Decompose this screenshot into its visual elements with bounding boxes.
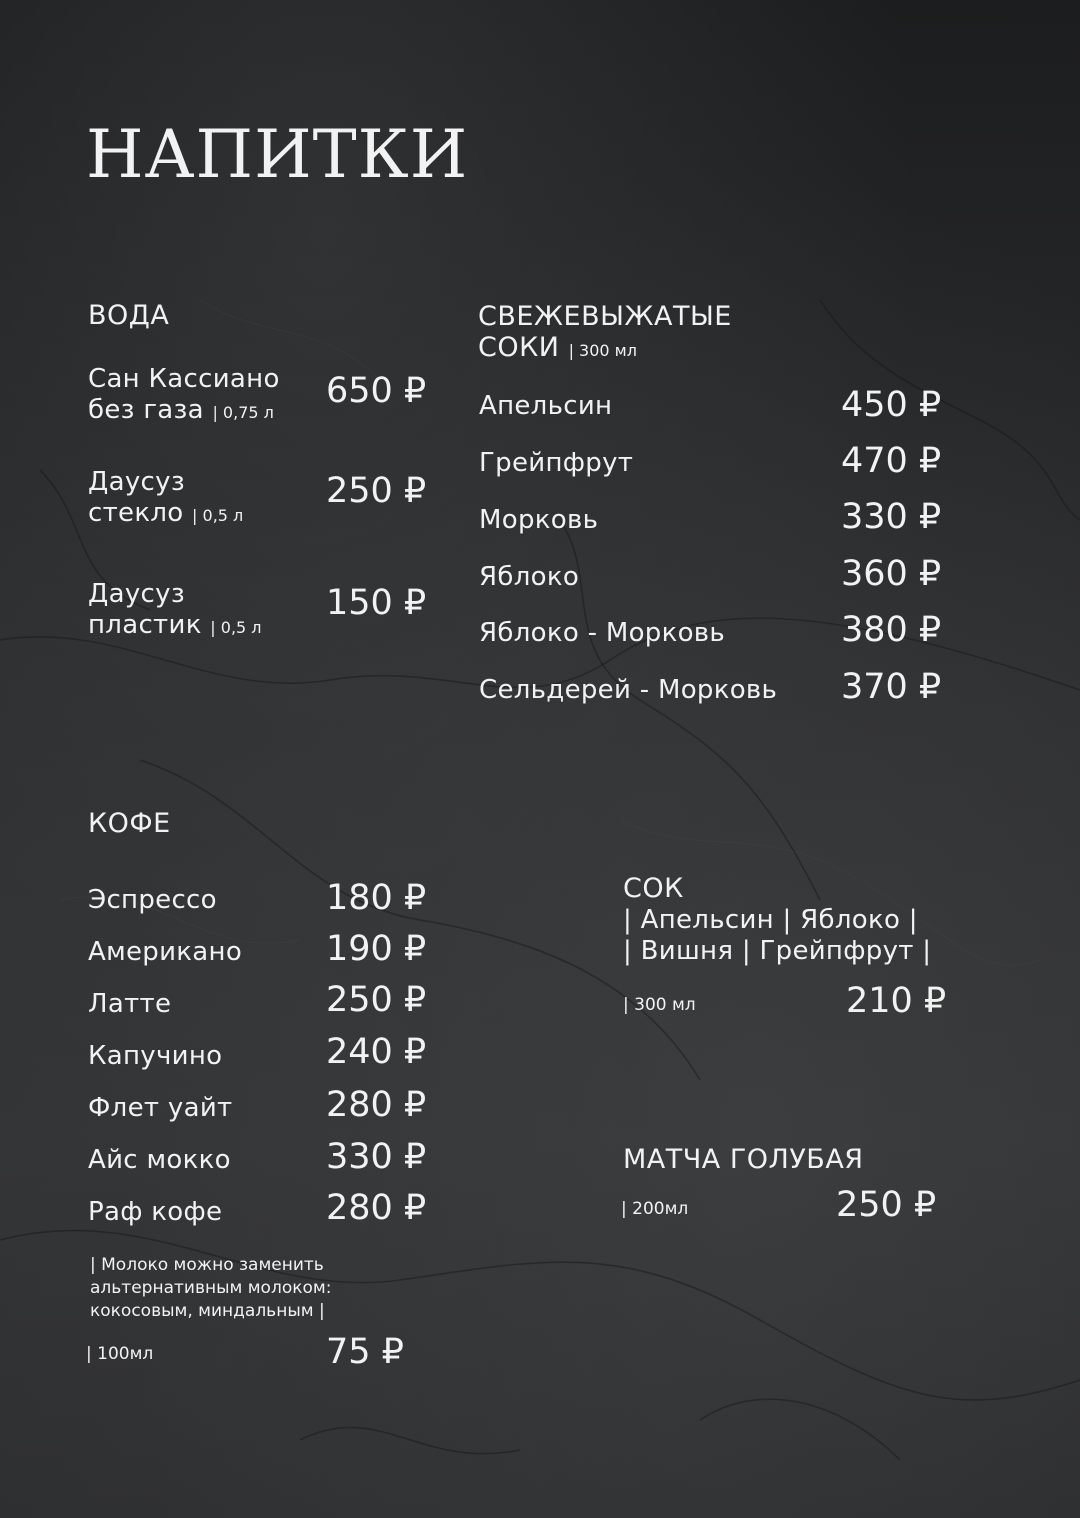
coffee-item-name: Латте — [88, 989, 172, 1019]
coffee-item-name: Айс мокко — [88, 1145, 231, 1175]
juice-item-name: Сельдерей - Морковь — [479, 675, 778, 705]
coffee-item-price: 280 ₽ — [326, 1188, 427, 1228]
coffee-item-price: 250 ₽ — [326, 980, 427, 1020]
juice-item-price: 370 ₽ — [841, 667, 942, 707]
coffee-item-price: 180 ₽ — [326, 878, 427, 918]
matcha-heading: МАТЧА ГОЛУБАЯ — [623, 1144, 864, 1175]
water-item-name: Сан Кассиано без газа | 0,75 л — [88, 364, 280, 425]
juice-box-volume: | 300 мл — [623, 995, 696, 1015]
water-heading: ВОДА — [88, 300, 170, 331]
milk-volume: | 100мл — [86, 1344, 154, 1364]
juice-item-name: Морковь — [479, 505, 599, 535]
water-item-price: 650 ₽ — [326, 371, 427, 411]
juice-box-flavors: | Апельсин | Яблоко | | Вишня | Грейпфрут | — [623, 905, 932, 966]
juice-item-price: 360 ₽ — [841, 554, 942, 594]
juice-item-price: 470 ₽ — [841, 441, 942, 481]
coffee-item-price: 240 ₽ — [326, 1032, 427, 1072]
juice-item-price: 380 ₽ — [841, 610, 942, 650]
juice-box-heading: СОК — [623, 873, 684, 904]
juices-heading: СВЕЖЕВЫЖАТЫЕ СОКИ | 300 мл — [478, 301, 732, 363]
coffee-item-price: 280 ₽ — [326, 1085, 427, 1125]
coffee-item-price: 190 ₽ — [326, 929, 427, 969]
water-item-name: Даусуз пластик | 0,5 л — [88, 579, 262, 640]
juice-item-price: 330 ₽ — [841, 497, 942, 537]
juice-box-price: 210 ₽ — [846, 981, 947, 1021]
juice-item-name: Яблоко — [479, 562, 580, 592]
juice-item-price: 450 ₽ — [841, 385, 942, 425]
page-title: НАПИТКИ — [86, 116, 469, 193]
coffee-item-name: Флет уайт — [88, 1093, 233, 1123]
coffee-item-price: 330 ₽ — [326, 1137, 427, 1177]
coffee-item-name: Американо — [88, 937, 243, 967]
coffee-item-name: Раф кофе — [88, 1197, 223, 1227]
water-item-price: 150 ₽ — [326, 583, 427, 623]
matcha-price: 250 ₽ — [836, 1185, 937, 1225]
juice-item-name: Грейпфрут — [479, 448, 634, 478]
matcha-volume: | 200мл — [621, 1199, 689, 1219]
milk-price: 75 ₽ — [326, 1332, 404, 1372]
water-item-price: 250 ₽ — [326, 471, 427, 511]
coffee-item-name: Капучино — [88, 1041, 223, 1071]
coffee-heading: КОФЕ — [88, 808, 171, 839]
coffee-item-name: Эспрессо — [88, 885, 217, 915]
milk-note: | Молоко можно заменить альтернативным молоком: кокосовым, миндальным | — [90, 1255, 332, 1321]
water-item-name: Даусуз стекло | 0,5 л — [88, 467, 244, 528]
juice-item-name: Яблоко - Морковь — [479, 618, 726, 648]
juice-item-name: Апельсин — [479, 391, 613, 421]
